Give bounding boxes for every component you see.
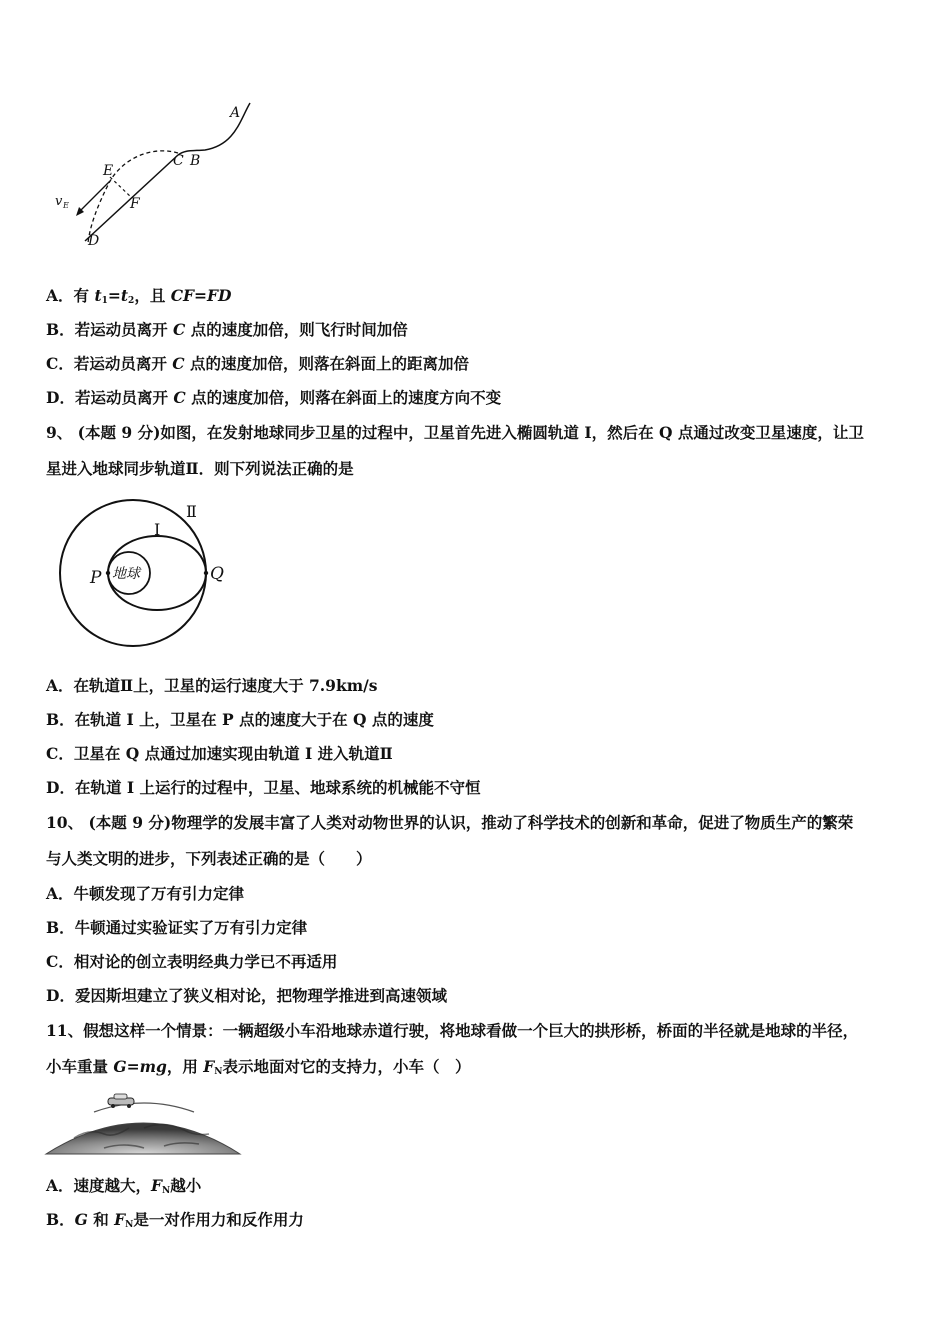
q11-b-f-sub: N [125,1220,134,1230]
q8-a-t1: t [94,286,102,305]
q8-d-c: C [173,388,186,407]
q11-b-post: 是一对作用力和反作用力 [133,1210,304,1229]
point-p-dot [106,571,110,575]
q8-b-c: C [173,320,186,339]
label-q: Q [210,564,224,584]
orbit-figure [50,497,240,647]
q11-a-post: 越小 [170,1176,202,1195]
q11-b-f: F [114,1210,126,1229]
label-a: A [230,105,241,121]
q9-stem-line1: 9、 (本题 9 分)如图，在发射地球同步卫星的过程中，卫星首先进入椭圆轨道 I，然后在 Q 点通过改变卫星速度，让卫 [46,423,864,442]
label-ve: v [55,194,63,209]
q8-c-prefix: C．若运动员离开 [46,354,173,373]
q11-line2-g: G=mg [113,1057,167,1076]
point-q-dot [204,571,208,575]
ski-jump-figure [40,95,270,255]
q11-line2-f-sub: N [214,1067,223,1077]
q9-option-c: C．卫星在 Q 点通过加速实现由轨道 I 进入轨道Ⅱ [46,744,393,763]
globe-cap [46,1123,240,1154]
label-b: B [190,153,201,169]
q11-line2-mid: ，用 [166,1057,204,1076]
q9-option-a: A．在轨道Ⅱ上，卫星的运行速度大于 7.9km/s [46,676,378,695]
q8-option-b [46,320,408,340]
q8-a-expr: CF=FD [170,286,232,305]
q11-line2-post: 表示地面对它的支持力，小车（ ） [222,1057,471,1076]
q10-option-c: C．相对论的创立表明经典力学已不再适用 [46,952,338,971]
label-c: C [173,153,184,169]
q8-a-t2-sub: 2 [128,296,135,306]
q11-stem-line1: 11、假想这样一个情景：一辆超级小车沿地球赤道行驶，将地球看做一个巨大的拱形桥，桥面的半径就是地球的半径， [46,1021,859,1040]
q8-a-eq: = [107,286,121,305]
label-orbit-i: I [154,520,161,539]
q9-stem-line2: 星进入地球同步轨道Ⅱ．则下列说法正确的是 [46,459,354,478]
q8-c-rest: 点的速度加倍，则落在斜面上的距离加倍 [184,354,469,373]
q8-d-rest: 点的速度加倍，则落在斜面上的速度方向不变 [185,388,502,407]
q8-option-a [46,286,232,311]
q8-c-c: C [172,354,185,373]
q8-option-c [46,354,469,374]
label-p: P [90,568,102,588]
q10-option-a: A．牛顿发现了万有引力定律 [46,884,245,903]
q8-b-rest: 点的速度加倍，则飞行时间加倍 [185,320,408,339]
q8-a-t2: t [120,286,129,305]
q8-a-t1-sub: 1 [101,296,108,306]
label-f: F [130,196,140,212]
q11-a-f: F [151,1176,163,1195]
q9-option-b: B．在轨道 I 上，卫星在 P 点的速度大于在 Q 点的速度 [46,710,434,729]
q11-b-g: G [74,1210,88,1229]
label-d: D [88,233,100,249]
q8-a-prefix: A．有 [46,286,95,305]
q11-b-pre: B． [46,1210,75,1229]
q11-a-f-sub: N [162,1186,171,1196]
q11-a-pre: A．速度越大， [46,1176,152,1195]
q10-option-d: D．爱因斯坦建立了狭义相对论，把物理学推进到高速领域 [46,986,447,1005]
q8-b-prefix: B．若运动员离开 [46,320,173,339]
q9-option-d: D．在轨道 I 上运行的过程中，卫星、地球系统的机械能不守恒 [46,778,481,797]
velocity-arrow [78,181,110,213]
ef-dashed [110,177,132,198]
q10-stem-line1: 10、 (本题 9 分)物理学的发展丰富了人类对动物世界的认识，推动了科学技术的创新和革命，促进了物质生产的繁荣 [46,813,854,832]
q10-stem-line2: 与人类文明的进步，下列表述正确的是（ ） [46,849,372,868]
q11-b-mid: 和 [87,1210,115,1229]
label-earth: 地球 [112,566,140,582]
label-e: E [103,163,114,179]
q8-a-mid: ，且 [134,286,171,305]
q11-stem-line2 [46,1057,471,1082]
q11-option-b [46,1210,304,1235]
q11-line2-pre: 小车重量 [46,1057,114,1076]
earth-bridge-figure [44,1088,244,1158]
q10-option-b: B．牛顿通过实验证实了万有引力定律 [46,918,308,937]
label-ve-sub: E [63,201,69,210]
car-icon [108,1094,134,1108]
q11-option-a [46,1176,201,1201]
label-orbit-ii: Ⅱ [186,502,197,521]
q11-line2-f: F [203,1057,215,1076]
q8-d-prefix: D．若运动员离开 [46,388,174,407]
q8-option-d [46,388,501,408]
